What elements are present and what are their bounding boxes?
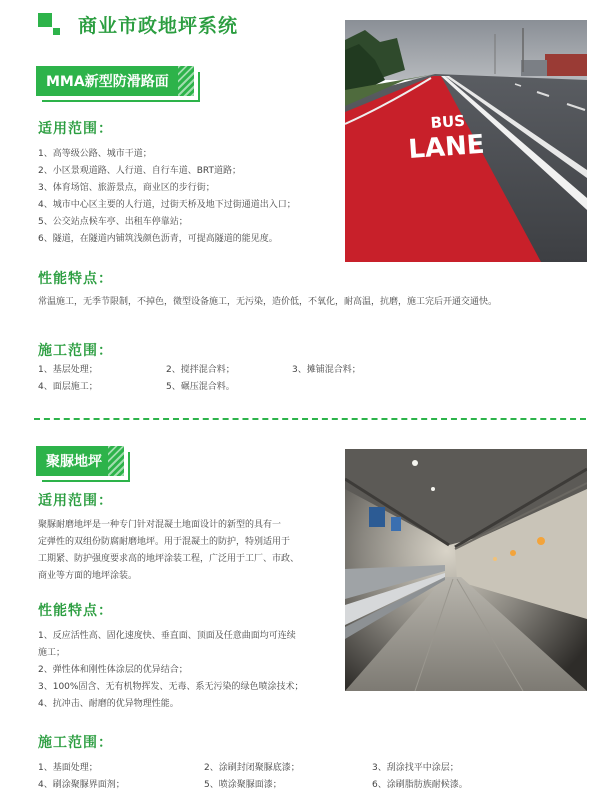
section2-banner-label: 聚脲地坪 bbox=[46, 454, 102, 470]
list-item: 5、碾压混合料。 bbox=[166, 382, 235, 392]
section1-banner bbox=[36, 66, 194, 96]
list-item: 1、反应活性高、固化速度快、垂直面、顶面及任意曲面均可连续 bbox=[38, 631, 296, 641]
bus-lane-photo bbox=[345, 20, 587, 262]
section2-banner bbox=[36, 446, 124, 476]
list-item: 1、基层处理； bbox=[38, 365, 98, 375]
section-divider bbox=[34, 418, 586, 420]
list-item: 6、涂刷脂肪族耐候漆。 bbox=[372, 780, 468, 790]
list-item: 5、喷涂聚脲面漆； bbox=[204, 780, 282, 790]
section2-scope-text bbox=[38, 517, 299, 585]
list-item: 2、搅拌混合料； bbox=[166, 365, 235, 375]
section2-construction-grid bbox=[38, 760, 558, 800]
section1-feature-title: 性能特点： bbox=[38, 271, 113, 287]
section2-scope-title: 适用范围： bbox=[38, 493, 113, 509]
bus-lane-text-line1: BUS bbox=[430, 111, 466, 132]
list-item: 3、100%固含、无有机物挥发、无毒、系无污染的绿色喷涂技术； bbox=[38, 682, 304, 692]
text-line: 工期紧、防护强度要求高的地坪涂装工程，广泛用于工厂、市政、 bbox=[38, 554, 300, 564]
list-item: 2、涂刷封闭聚脲底漆； bbox=[204, 763, 300, 773]
section1-construction-grid bbox=[38, 362, 458, 402]
list-item: 3、摊铺混合料； bbox=[292, 365, 361, 375]
section1-construction-title: 施工范围： bbox=[38, 343, 113, 359]
section2-feature-title: 性能特点： bbox=[38, 603, 113, 619]
list-item: 2、小区景观道路、人行道、自行车道、BRT道路； bbox=[38, 166, 241, 176]
section2-feature-list bbox=[38, 628, 303, 713]
list-item: 4、抗冲击、耐磨的优异物理性能。 bbox=[38, 699, 179, 709]
list-item: 施工； bbox=[38, 648, 66, 658]
list-item: 5、公交站点候车亭、出租车停靠站； bbox=[38, 217, 188, 227]
list-item: 4、刷涂聚脲界面剂； bbox=[38, 780, 125, 790]
section1-scope-title: 适用范围： bbox=[38, 121, 113, 137]
section1-banner-label: MMA新型防滑路面 bbox=[46, 74, 169, 90]
list-item: 6、隧道，在隧道内铺筑浅颜色沥青，可提高隧道的能见度。 bbox=[38, 234, 278, 244]
list-item: 2、弹性体和刚性体涂层的优异结合； bbox=[38, 665, 188, 675]
list-item: 1、基面处理； bbox=[38, 763, 98, 773]
list-item: 4、面层施工； bbox=[38, 382, 98, 392]
section2-construction-title: 施工范围： bbox=[38, 735, 113, 751]
text-line: 聚脲耐磨地坪是一种专门针对混凝土地面设计的新型的具有一 bbox=[38, 520, 282, 530]
section1-scope-list bbox=[38, 146, 296, 248]
list-item: 3、刮涂找平中涂层； bbox=[372, 763, 459, 773]
tunnel-photo bbox=[345, 449, 587, 691]
text-line: 定弹性的双组份防腐耐磨地坪。用于混凝土的防护，特别适用于 bbox=[38, 537, 291, 547]
list-item: 1、高等级公路、城市干道； bbox=[38, 149, 152, 159]
text-line: 商业等方面的地坪涂装。 bbox=[38, 571, 138, 581]
page-title: 商业市政地坪系统 bbox=[78, 15, 239, 37]
header-logo-icon bbox=[38, 13, 60, 35]
list-item: 4、城市中心区主要的人行道，过街天桥及地下过街通道出入口； bbox=[38, 200, 296, 210]
section1-feature-text: 常温施工，无季节限制，不掉色，微型设备施工，无污染，造价低，不氧化，耐高温，抗磨，施工完后开通交通快。 bbox=[38, 297, 498, 307]
bus-lane-text-line2: LANE bbox=[407, 129, 486, 165]
list-item: 3、体育场馆、旅游景点，商业区的步行街； bbox=[38, 183, 215, 193]
